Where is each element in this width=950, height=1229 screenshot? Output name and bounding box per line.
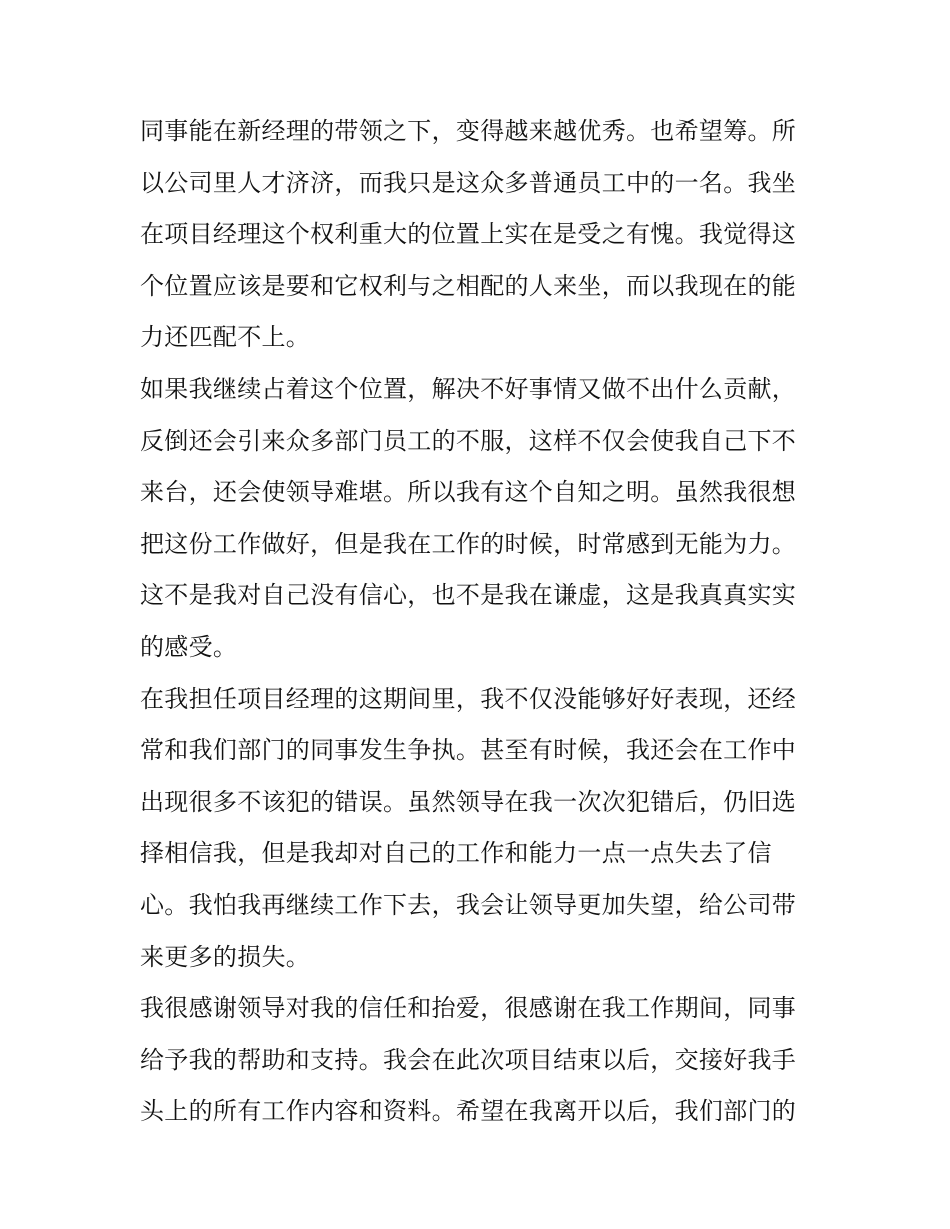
text-line: 在项目经理这个权利重大的位置上实在是受之有愧。我觉得这 [140,220,797,249]
body-text [140,106,820,1138]
text-line: 反倒还会引来众多部门员工的不服，这样不仅会使我自己下不 [140,426,797,455]
text-line: 把这份工作做好，但是我在工作的时候，时常感到无能为力。 [140,529,797,558]
text-line: 的感受。 [140,632,238,661]
text-line: 常和我们部门的同事发生争执。甚至有时候，我还会在工作中 [140,736,797,765]
text-line: 头上的所有工作内容和资料。希望在我离开以后，我们部门的 [140,1097,797,1126]
text-line: 以公司里人才济济，而我只是这众多普通员工中的一名。我坐 [140,168,797,197]
text-line: 个位置应该是要和它权利与之相配的人来坐，而以我现在的能 [140,271,797,300]
text-line: 如果我继续占着这个位置，解决不好事情又做不出什么贡献， [140,374,797,403]
text-line: 在我担任项目经理的这期间里，我不仅没能够好好表现，还经 [140,684,797,713]
text-line: 来更多的损失。 [140,942,311,971]
text-line: 给予我的帮助和支持。我会在此次项目结束以后，交接好我手 [140,1045,797,1074]
text-line: 同事能在新经理的带领之下，变得越来越优秀。也希望筹。所 [140,117,797,145]
text-line: 力还匹配不上。 [140,323,311,352]
text-line: 来台，还会使领导难堪。所以我有这个自知之明。虽然我很想 [140,478,797,507]
text-line: 这不是我对自己没有信心，也不是我在谦虚，这是我真真实实 [140,581,797,610]
text-line: 心。我怕我再继续工作下去，我会让领导更加失望，给公司带 [140,890,797,919]
text-line: 出现很多不该犯的错误。虽然领导在我一次次犯错后，仍旧选 [140,787,797,816]
text-line: 我很感谢领导对我的信任和抬爱，很感谢在我工作期间，同事 [140,994,797,1023]
text-line: 择相信我，但是我却对自己的工作和能力一点一点失去了信 [140,839,772,868]
